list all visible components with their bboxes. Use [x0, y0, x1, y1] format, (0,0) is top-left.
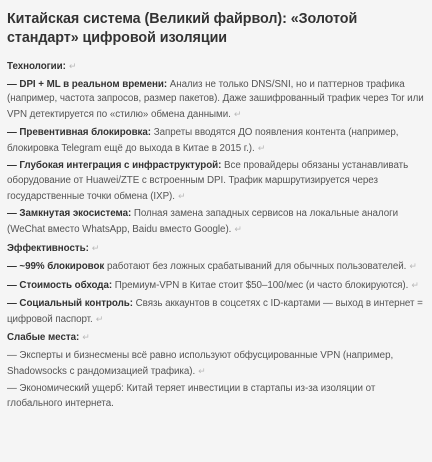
- return-icon: ↵: [68, 61, 77, 71]
- list-item-weak-2: — Экономический ущерб: Китай теряет инвестиции в стартапы из-за изоляции от глобального интернета.: [7, 383, 376, 410]
- return-icon: ↵: [411, 280, 419, 291]
- list-item-eff-2: — Стоимость обхода: Премиум-VPN в Китае стоит $50–100/мес (и часто блокируются). ↵: [7, 280, 419, 292]
- section-heading-weaknesses: Слабые места: ↵: [7, 332, 90, 344]
- list-item-eff-3: — Социальный контроль: Связь аккаунтов в соцсетях с ID-картами — выход в интернет = цифровой паспорт. ↵: [7, 297, 423, 325]
- return-icon: ↵: [233, 109, 242, 120]
- section-heading-tech: Технологии: ↵: [7, 61, 77, 72]
- list-item-tech-4: — Замкнутая экосистема: Полная замена западных сервисов на локальные аналоги (WeChat вместо WhatsApp, Baidu вместо Google). ↵: [7, 208, 399, 236]
- return-icon: ↵: [234, 224, 242, 235]
- list-item-weak-1: — Эксперты и бизнесмены всё равно используют обфусцированные VPN (например, Shadowsocks с рандомизацией трафика). ↵: [7, 349, 394, 377]
- return-icon: ↵: [409, 261, 417, 272]
- document-title: Китайская система (Великий файрвол): «Золотой стандарт» цифровой изоляции: [7, 11, 358, 46]
- return-icon: ↵: [198, 365, 206, 376]
- return-icon: ↵: [257, 142, 266, 153]
- return-icon: ↵: [95, 313, 104, 324]
- return-icon: ↵: [177, 190, 186, 201]
- list-item-eff-1: — ~99% блокировок работают без ложных срабатываний для обычных пользователей. ↵: [7, 261, 417, 273]
- list-item-tech-2: — Превентивная блокировка: Запреты вводятся ДО появления контента (например, блокировка Telegram ещё до выхода в Китае в 2015 г.). ↵: [7, 126, 399, 154]
- return-icon: ↵: [91, 242, 100, 253]
- section-heading-efficiency: Эффективность: ↵: [7, 242, 100, 254]
- list-item-tech-1: — DPI + ML в реальном времени: Анализ не только DNS/SNI, но и паттернов трафика (например, частота запросов, размер пакетов). Даже зашифрованный трафик через Tor или VPN детектируется по «стилю» обмена данными. ↵: [7, 78, 424, 121]
- list-item-tech-3: — Глубокая интеграция с инфраструктурой: Все провайдеры обязаны устанавливать оборудование от Huawei/ZTE с встроенным DPI. Трафик маршрутизируется через государственные точки обмена (IXP). ↵: [7, 160, 409, 202]
- return-icon: ↵: [82, 332, 90, 343]
